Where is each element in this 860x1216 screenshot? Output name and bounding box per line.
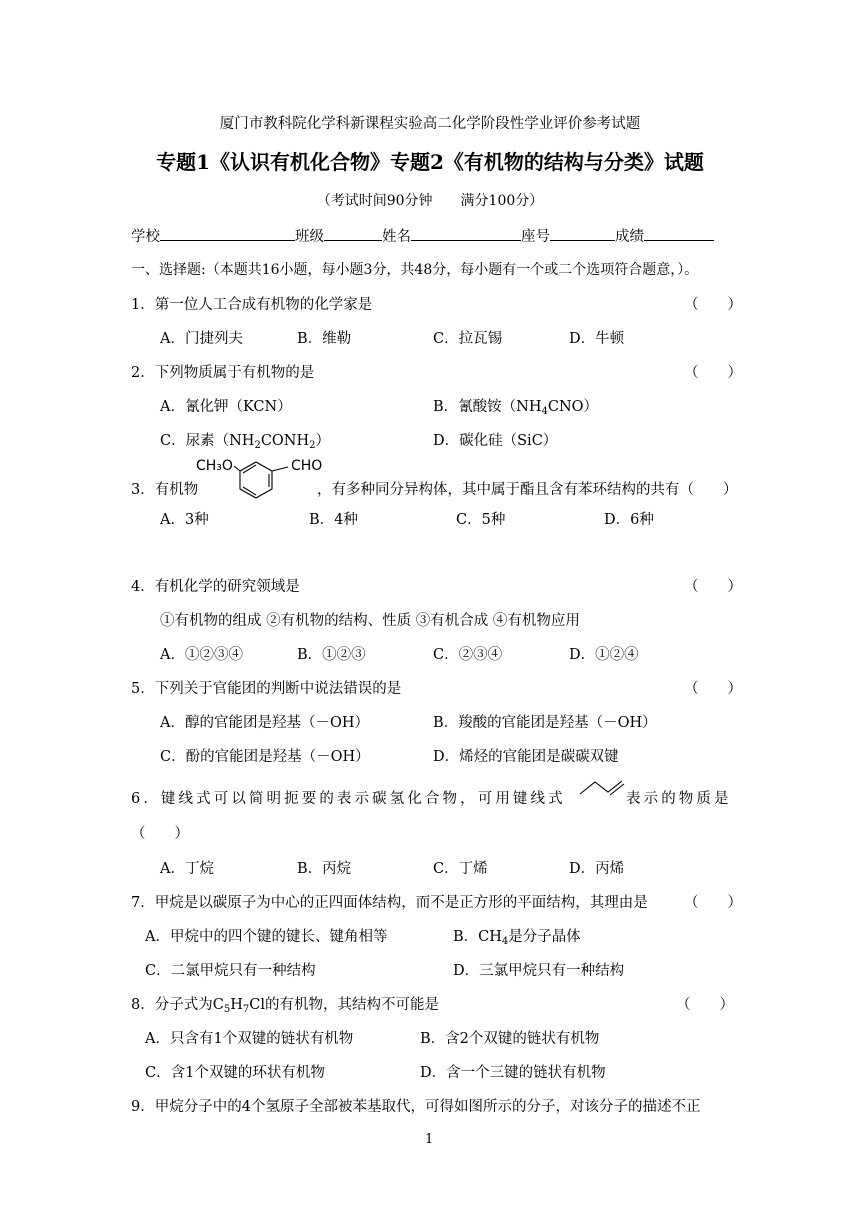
q6-option-c[interactable]: C．丁烯 bbox=[433, 861, 488, 877]
q2-option-b-text: B．氰酸铵（NH bbox=[433, 399, 542, 415]
q2-option-c-mid: CONH bbox=[260, 433, 310, 449]
q2-option-c-sub2: 2 bbox=[309, 440, 316, 451]
org-line: 厦门市教科院化学科新课程实验高二化学阶段性学业评价参考试题 bbox=[219, 116, 641, 132]
page-title: 专题1《认识有机化合物》专题2《有机物的结构与分类》试题 bbox=[156, 150, 704, 174]
field-name-label: 姓名 bbox=[382, 229, 411, 245]
field-score-label: 成绩 bbox=[615, 229, 644, 245]
section-heading: 一、选择题:（本题共16小题，每小题3分，共48分，每小题有一个或二个选项符合题意，）。 bbox=[131, 262, 699, 278]
q1-option-a[interactable]: A．门捷列夫 bbox=[160, 331, 243, 347]
q2-option-c-tail: ） bbox=[315, 433, 331, 449]
q4-stem: 4．有机化学的研究领域是 bbox=[131, 579, 300, 595]
q4-items: ①有机物的组成 ②有机物的结构、性质 ③有机合成 ④有机物应用 bbox=[160, 613, 580, 629]
q3-molecule-cho-label: CHO bbox=[291, 458, 323, 474]
q8-option-c[interactable]: C．含1个双键的环状有机物 bbox=[145, 1065, 325, 1081]
q3-stem-suffix: ，有多种同分异构体，其中属于酯且含有苯环结构的共有（ ） bbox=[317, 482, 738, 498]
q7-option-b[interactable] bbox=[453, 925, 581, 946]
q2-option-c-sub1: 2 bbox=[254, 440, 261, 451]
q2-option-a[interactable]: A．氰化钾（KCN） bbox=[160, 399, 292, 415]
q1-option-c[interactable]: C．拉瓦锡 bbox=[433, 331, 503, 347]
q4-option-a[interactable]: A．①②③④ bbox=[160, 647, 243, 663]
q2-option-b-sub: 4 bbox=[541, 406, 548, 417]
q5-option-b[interactable]: B．羧酸的官能团是羟基（－OH） bbox=[433, 715, 657, 731]
q3-molecule-ch3o-label: CH₃O bbox=[196, 458, 233, 474]
q4-option-b[interactable]: B．①②③ bbox=[297, 647, 366, 663]
exam-time-info: （考试时间90分钟 满分100分） bbox=[316, 193, 544, 209]
q5-option-a[interactable]: A．醇的官能团是羟基（－OH） bbox=[160, 715, 370, 731]
q1-option-d[interactable]: D．牛顿 bbox=[569, 331, 625, 347]
q5-stem: 5．下列关于官能团的判断中说法错误的是 bbox=[131, 681, 402, 697]
q7-option-a[interactable]: A．甲烷中的四个键的键长、键角相等 bbox=[145, 929, 388, 945]
q2-option-c-text: C．尿素（NH bbox=[160, 433, 255, 449]
field-seat-label: 座号 bbox=[521, 229, 550, 245]
q7-answer-paren[interactable]: （ ） bbox=[684, 895, 742, 911]
q4-option-c[interactable]: C．②③④ bbox=[433, 647, 503, 663]
q8-stem-prefix: 8．分子式为C bbox=[131, 997, 224, 1013]
q6-stem-suffix: 表示的物质是 bbox=[626, 791, 732, 807]
q8-sub-7: 7 bbox=[242, 1004, 250, 1015]
q5-option-c[interactable]: C．酚的官能团是羟基（－OH） bbox=[160, 749, 370, 765]
q2-option-b-tail: CNO） bbox=[547, 399, 599, 415]
q8-stem bbox=[131, 993, 439, 1014]
q2-option-d[interactable]: D．碳化硅（SiC） bbox=[433, 433, 558, 449]
q3-option-b[interactable]: B．4种 bbox=[309, 512, 358, 528]
q4-answer-paren[interactable]: （ ） bbox=[684, 579, 742, 595]
field-school-label: 学校 bbox=[131, 229, 160, 245]
q6-option-d[interactable]: D．丙烯 bbox=[569, 861, 625, 877]
q1-option-b[interactable]: B．维勒 bbox=[297, 331, 352, 347]
q1-answer-paren[interactable]: （ ） bbox=[684, 297, 742, 313]
q8-option-d[interactable]: D．含一个三键的链状有机物 bbox=[420, 1065, 606, 1081]
page-number: 1 bbox=[425, 1132, 434, 1147]
q6-option-b[interactable]: B．丙烷 bbox=[297, 861, 352, 877]
q7-option-b-sub: 4 bbox=[501, 936, 509, 947]
q3-option-d[interactable]: D．6种 bbox=[604, 512, 654, 528]
q8-answer-paren[interactable]: （ ） bbox=[676, 997, 734, 1013]
field-class-label: 班级 bbox=[295, 229, 324, 245]
q8-stem-h: H bbox=[230, 997, 243, 1013]
q3-option-c[interactable]: C．5种 bbox=[456, 512, 506, 528]
q5-option-d[interactable]: D．烯烃的官能团是碳碳双键 bbox=[433, 749, 619, 765]
q1-stem: 1．第一位人工合成有机物的化学家是 bbox=[131, 297, 373, 313]
q7-option-c[interactable]: C．二氯甲烷只有一种结构 bbox=[145, 963, 316, 979]
q7-option-d[interactable]: D．三氯甲烷只有一种结构 bbox=[453, 963, 625, 979]
q2-stem: 2．下列物质属于有机物的是 bbox=[131, 365, 315, 381]
q8-stem-suffix: Cl的有机物，其结构不可能是 bbox=[249, 997, 439, 1013]
q6-answer-paren[interactable]: （ ） bbox=[131, 826, 189, 842]
q8-option-a[interactable]: A．只含有1个双键的链状有机物 bbox=[145, 1031, 354, 1047]
q2-answer-paren[interactable]: （ ） bbox=[684, 365, 742, 381]
q3-option-a[interactable]: A．3种 bbox=[160, 512, 209, 528]
q8-option-b[interactable]: B．含2个双键的链状有机物 bbox=[420, 1031, 600, 1047]
q6-stem-prefix: 6．键线式可以简明扼要的表示碳氢化合物，可用键线式 bbox=[131, 791, 566, 807]
q8-sub-5: 5 bbox=[223, 1004, 231, 1015]
q4-option-d[interactable]: D．①②④ bbox=[569, 647, 639, 663]
q3-stem-prefix: 3．有机物 bbox=[131, 482, 199, 498]
q7-stem: 7．甲烷是以碳原子为中心的正四面体结构，而不是正方形的平面结构，其理由是 bbox=[131, 895, 648, 911]
q6-option-a[interactable]: A．丁烷 bbox=[160, 861, 214, 877]
q9-stem: 9．甲烷分子中的4个氢原子全部被苯基取代，可得如图所示的分子，对该分子的描述不正 bbox=[131, 1099, 701, 1115]
q7-option-b-text: B．CH bbox=[453, 929, 502, 945]
q5-answer-paren[interactable]: （ ） bbox=[684, 681, 742, 697]
q7-option-b-tail: 是分子晶体 bbox=[508, 929, 581, 945]
